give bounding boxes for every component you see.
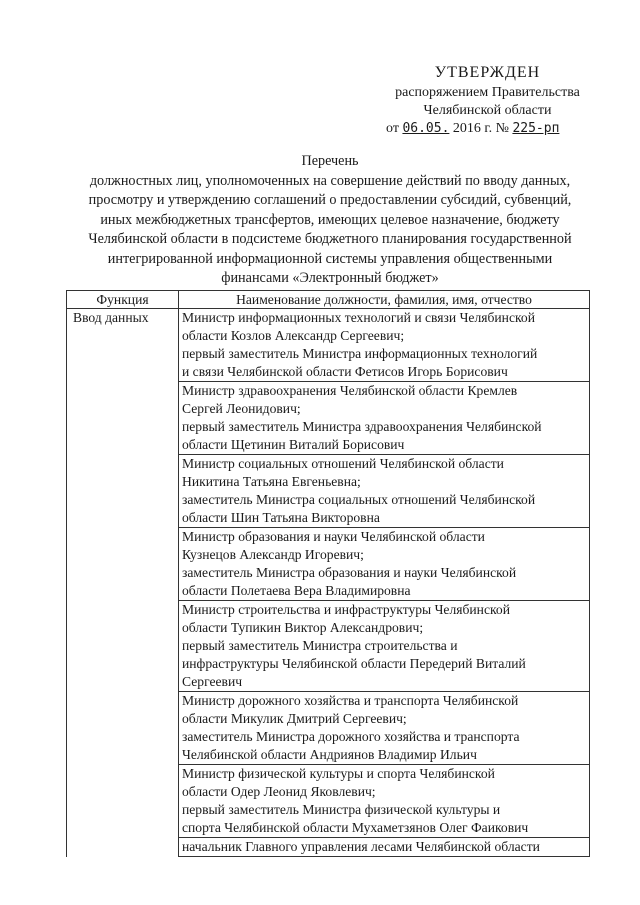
approval-date-line xyxy=(380,120,595,138)
function-cell xyxy=(67,692,179,765)
table-row xyxy=(67,765,590,838)
order-number: 225-рп xyxy=(512,121,560,136)
function-cell xyxy=(67,455,179,528)
position-name-line: Министр информационных технологий и связи Челябинской xyxy=(182,310,535,325)
position-name-line: Министр дорожного хозяйства и транспорта Челябинской xyxy=(182,693,519,708)
table-row xyxy=(67,838,590,857)
position-name-cell xyxy=(179,382,590,455)
table-row xyxy=(67,528,590,601)
heading-title: Перечень xyxy=(301,153,359,169)
approval-line-1: распоряжением Правительства xyxy=(395,85,580,100)
position-name-line: Министр строительства и инфраструктуры Челябинской xyxy=(182,602,510,617)
position-name-line: первый заместитель Министра здравоохранения Челябинской xyxy=(182,419,542,434)
position-name-line: Сергей Леонидович; xyxy=(182,401,301,416)
position-name-line: и связи Челябинской области Фетисов Игорь Борисович xyxy=(182,364,508,379)
position-name-line: области Полетаева Вера Владимировна xyxy=(182,583,411,598)
table-row xyxy=(67,455,590,528)
position-name-line: области Тупикин Виктор Александрович; xyxy=(182,620,424,635)
officials-table xyxy=(66,290,590,857)
position-name-line: заместитель Министра дорожного хозяйства и транспорта xyxy=(182,729,520,744)
date-value: 06.05. xyxy=(402,121,450,136)
date-prefix: от xyxy=(386,121,399,136)
position-name-line: Челябинской области Андриянов Владимир Ильич xyxy=(182,747,477,762)
table-row xyxy=(67,309,590,382)
position-name-cell xyxy=(179,309,590,382)
position-name-cell xyxy=(179,765,590,838)
position-name-line: Министр образования и науки Челябинской области xyxy=(182,529,485,544)
function-cell xyxy=(67,382,179,455)
position-name-line: заместитель Министра образования и науки Челябинской xyxy=(182,565,517,580)
function-cell xyxy=(67,765,179,838)
table-body xyxy=(67,309,590,857)
table-row xyxy=(67,692,590,765)
position-name-line: Министр социальных отношений Челябинской области xyxy=(182,456,504,471)
position-name-line: инфраструктуры Челябинской области Передерий Виталий xyxy=(182,656,526,671)
header-position-name: Наименование должности, фамилия, имя, отчество xyxy=(179,291,590,309)
position-name-cell xyxy=(179,528,590,601)
position-name-line: области Шин Татьяна Викторовна xyxy=(182,510,380,525)
position-name-line: первый заместитель Министра строительства и xyxy=(182,638,458,653)
heading-line: Челябинской области в подсистеме бюджетного планирования государственной xyxy=(88,231,572,247)
heading-line: должностных лиц, уполномоченных на совершение действий по вводу данных, xyxy=(89,172,571,189)
position-name-cell xyxy=(179,455,590,528)
position-name-line: области Козлов Александр Сергеевич; xyxy=(182,328,405,343)
heading-line: просмотру и утверждению соглашений о предоставлении субсидий, субвенций, xyxy=(88,192,572,208)
heading-line: иных межбюджетных трансфертов, имеющих целевое назначение, бюджету xyxy=(100,211,560,228)
heading-line: финансами «Электронный бюджет» xyxy=(221,270,439,286)
position-name-line: Министр здравоохранения Челябинской области Кремлев xyxy=(182,383,518,398)
position-name-line: первый заместитель Министра информационных технологий xyxy=(182,346,538,361)
table-header-row xyxy=(67,291,590,309)
position-name-cell xyxy=(179,838,590,857)
position-name-line: спорта Челябинской области Мухаметзянов Олег Фаикович xyxy=(182,820,529,835)
function-cell xyxy=(67,528,179,601)
position-name-line: Кузнецов Александр Игоревич; xyxy=(182,547,364,562)
position-name-line: области Одер Леонид Яковлевич; xyxy=(182,784,376,799)
position-name-line: области Щетинин Виталий Борисович xyxy=(182,437,405,452)
year-text: 2016 г. № xyxy=(452,121,509,136)
heading-body xyxy=(70,172,590,289)
position-name-line: заместитель Министра социальных отношений Челябинской xyxy=(182,492,536,507)
position-name-line: Министр физической культуры и спорта Челябинской xyxy=(182,766,495,781)
position-name-line: начальник Главного управления лесами Челябинской области xyxy=(182,839,540,854)
position-name-line: Сергеевич xyxy=(182,674,243,689)
document-heading xyxy=(70,152,590,289)
function-cell xyxy=(67,838,179,857)
approval-line-2: Челябинской области xyxy=(423,103,552,118)
function-cell: Ввод данных xyxy=(67,309,179,382)
header-function: Функция xyxy=(67,291,179,309)
position-name-cell xyxy=(179,692,590,765)
heading-line: интегрированной информационной системы управления общественными xyxy=(107,250,553,267)
function-cell xyxy=(67,601,179,692)
position-name-line: Никитина Татьяна Евгеньевна; xyxy=(182,474,361,489)
position-name-line: области Микулик Дмитрий Сергеевич; xyxy=(182,711,407,726)
approval-title: УТВЕРЖДЕН xyxy=(434,64,541,81)
position-name-line: первый заместитель Министра физической культуры и xyxy=(182,802,501,817)
position-name-cell xyxy=(179,601,590,692)
table-row xyxy=(67,601,590,692)
table-row xyxy=(67,382,590,455)
approval-block xyxy=(380,64,595,138)
